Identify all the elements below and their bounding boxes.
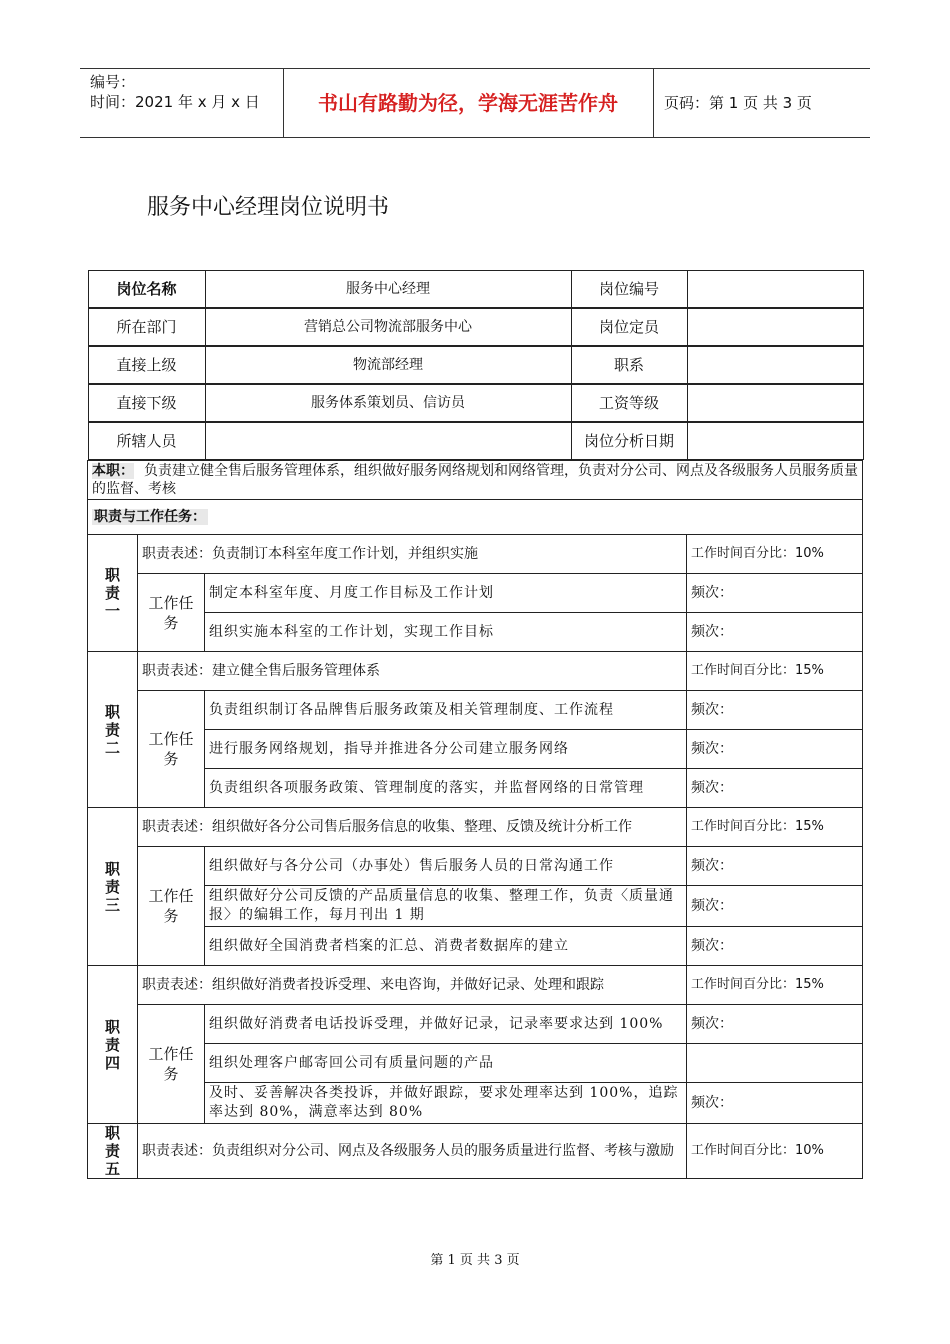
- task-frequency: 频次：: [687, 613, 863, 652]
- doc-code-label: 编号：: [90, 73, 136, 91]
- page-header: [80, 68, 870, 138]
- task-text: 制定本科室年度、月度工作目标及工作计划: [205, 574, 687, 613]
- header-motto-cell: [283, 69, 654, 137]
- task-text: 组织做好全国消费者档案的汇总、消费者数据库的建立: [205, 927, 687, 966]
- task-label: 工作任务: [138, 691, 205, 808]
- info-row-table: [88, 384, 864, 422]
- benzhi-text: 负责建立健全售后服务管理体系，组织做好服务网络规划和网络管理，负责对分公司、网点及各级服务人员服务质量的监督、考核: [92, 463, 858, 497]
- info-row: [88, 422, 863, 461]
- info-key: 岗位名称: [88, 271, 205, 308]
- info-row-container: [88, 308, 863, 346]
- task-label: 工作任务: [138, 574, 205, 652]
- duty-desc: 职责表述：组织做好消费者投诉受理、来电咨询，并做好记录、处理和跟踪: [138, 966, 687, 1005]
- task-frequency: 频次：: [687, 1083, 863, 1124]
- info-value-2: [687, 347, 863, 384]
- task-frequency: 频次：: [687, 769, 863, 808]
- duty-label-char: 二: [104, 738, 120, 757]
- task-frequency: 频次：: [687, 730, 863, 769]
- duty-label-char: 责: [104, 584, 120, 602]
- benzhi-row: [88, 461, 863, 500]
- info-value-2: [687, 309, 863, 346]
- duty-desc: 职责表述：负责制订本科室年度工作计划，并组织实施: [138, 535, 687, 574]
- duty-time-pct: 工作时间百分比：15%: [687, 808, 863, 847]
- task-frequency: 频次：: [687, 574, 863, 613]
- task-text: 组织实施本科室的工作计划，实现工作目标: [205, 613, 687, 652]
- info-value-2: [687, 385, 863, 422]
- info-key: 直接下级: [88, 385, 205, 422]
- info-row: [88, 270, 863, 308]
- info-key: 直接上级: [88, 347, 205, 384]
- task-text: 组织做好消费者电话投诉受理，并做好记录，记录率要求达到 100%: [205, 1005, 687, 1044]
- benzhi-cell: [88, 461, 863, 500]
- duty-label-char: 责: [104, 720, 120, 739]
- duty-desc: 职责表述：组织做好各分公司售后服务信息的收集、整理、反馈及统计分析工作: [138, 808, 687, 847]
- duty-time-pct: 工作时间百分比：15%: [687, 966, 863, 1005]
- duty-label: [88, 535, 138, 652]
- duties-heading: [88, 500, 863, 535]
- duty-time-pct: 工作时间百分比：10%: [687, 1124, 863, 1179]
- info-key-2: 工资等级: [571, 385, 687, 422]
- task-row: [88, 886, 863, 927]
- info-row-container: [88, 346, 863, 384]
- motto-text: 书山有路勤为径，学海无涯苦作舟: [318, 91, 618, 115]
- task-frequency: [687, 1044, 863, 1083]
- duty-desc-row: [88, 535, 863, 574]
- duty-desc: 职责表述：负责组织对分公司、网点及各级服务人员的服务质量进行监督、考核与激励: [138, 1124, 687, 1179]
- info-row: [88, 384, 863, 422]
- task-frequency: 频次：: [687, 691, 863, 730]
- duty-desc: 职责表述：建立健全售后服务管理体系: [138, 652, 687, 691]
- duty-label: [88, 1124, 138, 1179]
- task-frequency: 频次：: [687, 847, 863, 886]
- task-row: [88, 769, 863, 808]
- task-text: 进行服务网络规划，指导并推进各分公司建立服务网络: [205, 730, 687, 769]
- info-row-table: [88, 422, 864, 460]
- info-value: 营销总公司物流部服务中心: [205, 309, 571, 346]
- task-frequency: 频次：: [687, 886, 863, 927]
- duty-time-pct: 工作时间百分比：15%: [687, 652, 863, 691]
- info-row-table: [88, 346, 864, 384]
- task-text: 负责组织各项服务政策、管理制度的落实，并监督网络的日常管理: [205, 769, 687, 808]
- info-row-table: [88, 270, 864, 308]
- duty-label-char: 职: [104, 859, 120, 878]
- duty-label-char: 四: [104, 1053, 120, 1072]
- info-value: 服务体系策划员、信访员: [205, 385, 571, 422]
- duty-label-char: 职: [104, 1124, 120, 1142]
- doc-time-label: 时间：2021 年 x 月 x 日: [90, 93, 260, 111]
- info-key: 所辖人员: [88, 423, 205, 460]
- info-row: [88, 308, 863, 346]
- duties-heading-text: 职责与工作任务：: [94, 509, 206, 525]
- info-value-2: [687, 423, 863, 460]
- duty-desc-row: [88, 652, 863, 691]
- task-text: 负责组织制订各品牌售后服务政策及相关管理制度、工作流程: [205, 691, 687, 730]
- duty-desc-row: [88, 1124, 863, 1179]
- duty-desc-row: [88, 966, 863, 1005]
- task-text: 及时、妥善解决各类投诉，并做好跟踪，要求处理率达到 100%，追踪率达到 80%，满意率达到 80%: [205, 1083, 687, 1124]
- info-row-table: [88, 308, 864, 346]
- duty-label-char: 责: [104, 877, 120, 896]
- info-value: 服务中心经理: [205, 271, 571, 308]
- task-label: 工作任务: [138, 847, 205, 966]
- task-frequency: 频次：: [687, 1005, 863, 1044]
- task-text: 组织做好与各分公司（办事处）售后服务人员的日常沟通工作: [205, 847, 687, 886]
- duty-label-char: 职: [104, 1017, 120, 1036]
- task-row: [88, 927, 863, 966]
- task-frequency: 频次：: [687, 927, 863, 966]
- task-text: 组织做好分公司反馈的产品质量信息的收集、整理工作，负责〈质量通报〉的编辑工作，每月刊出 1 期: [205, 886, 687, 927]
- duty-label: [88, 808, 138, 966]
- task-row: [88, 1083, 863, 1124]
- info-row-container: [88, 270, 863, 308]
- task-row: [88, 613, 863, 652]
- duty-label-char: 职: [104, 702, 120, 721]
- duty-label-char: 责: [104, 1142, 120, 1160]
- duty-label-char: 一: [104, 602, 120, 620]
- page-footer: 第 1 页 共 3 页: [430, 1253, 520, 1268]
- task-row: [88, 1044, 863, 1083]
- task-label: 工作任务: [138, 1005, 205, 1124]
- duty-label-char: 责: [104, 1035, 120, 1054]
- duty-label: [88, 966, 138, 1124]
- task-row: [88, 691, 863, 730]
- duty-label-char: 职: [104, 566, 120, 584]
- info-key-2: 岗位定员: [571, 309, 687, 346]
- duty-desc-row: [88, 808, 863, 847]
- info-row: [88, 346, 863, 384]
- duties-heading-row: [88, 500, 863, 535]
- info-key-2: 岗位编号: [571, 271, 687, 308]
- task-row: [88, 574, 863, 613]
- header-page-cell: [654, 69, 870, 137]
- info-row-container: [88, 384, 863, 422]
- job-description-table: [87, 270, 863, 1179]
- duty-label: [88, 652, 138, 808]
- duty-label-char: 三: [104, 895, 120, 914]
- header-page-label: 页码：第 1 页 共 3 页: [664, 94, 812, 112]
- info-row-container: [88, 422, 863, 461]
- info-value: 物流部经理: [205, 347, 571, 384]
- header-meta-cell: [80, 69, 284, 137]
- info-value-2: [687, 271, 863, 308]
- info-value: [205, 423, 571, 460]
- info-key-2: 岗位分析日期: [571, 423, 687, 460]
- task-row: [88, 847, 863, 886]
- duty-label-char: 五: [104, 1160, 120, 1178]
- info-key-2: 职系: [571, 347, 687, 384]
- task-row: [88, 1005, 863, 1044]
- info-key: 所在部门: [88, 309, 205, 346]
- benzhi-label: 本职：: [92, 463, 134, 479]
- task-text: 组织处理客户邮寄回公司有质量问题的产品: [205, 1044, 687, 1083]
- task-row: [88, 730, 863, 769]
- document-title: 服务中心经理岗位说明书: [147, 195, 390, 220]
- duty-time-pct: 工作时间百分比：10%: [687, 535, 863, 574]
